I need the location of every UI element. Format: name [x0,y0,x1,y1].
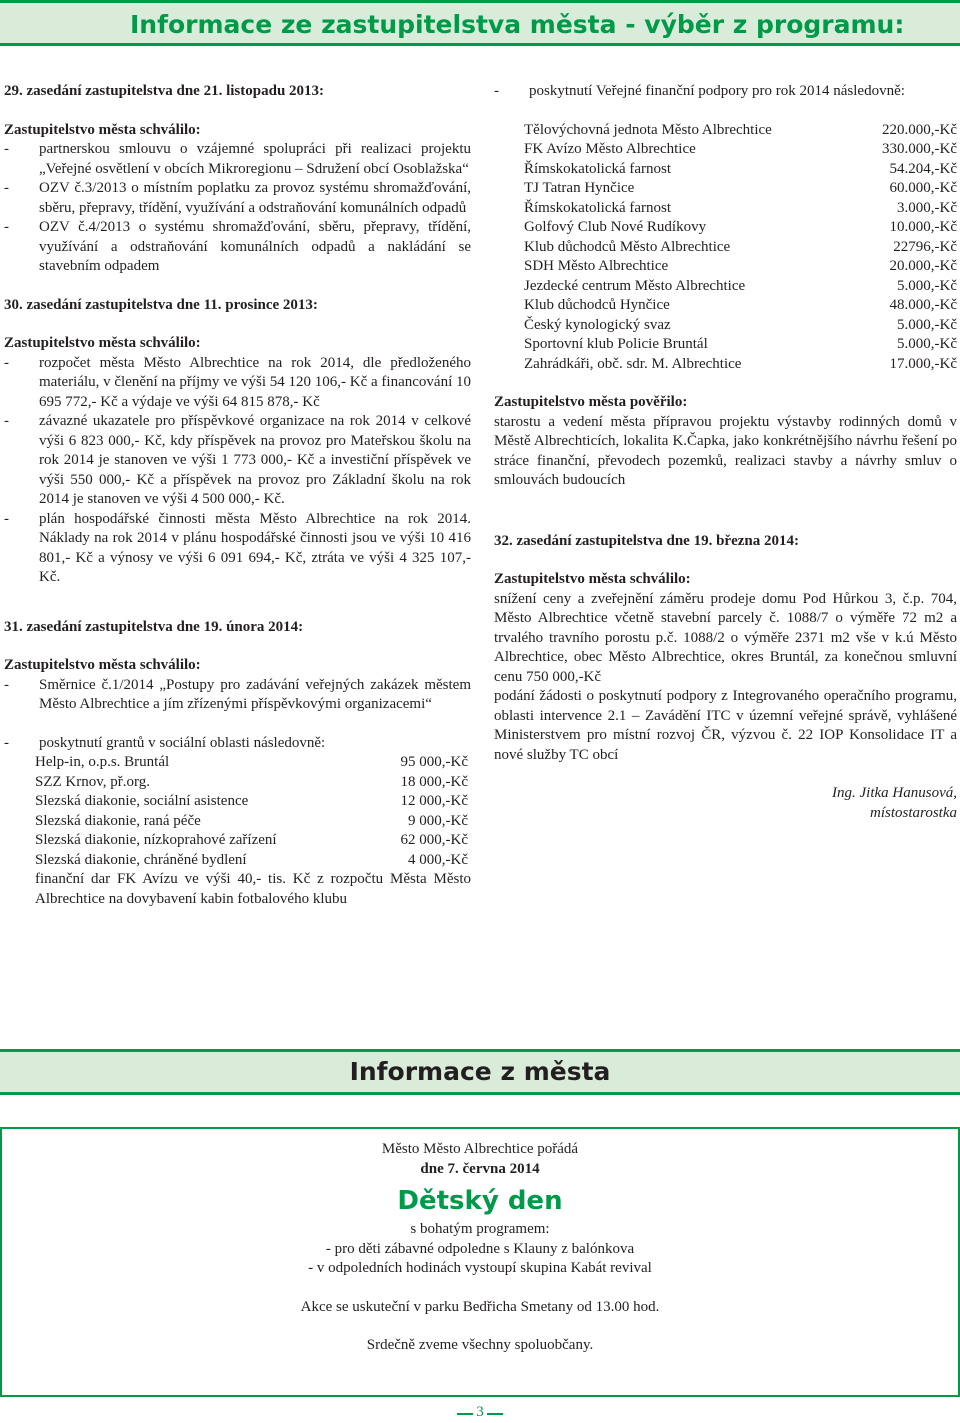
s31-item-2: - poskytnutí grantů v sociální oblasti následovně: [4,734,471,754]
support-row-name: Klub důchodců Hynčice [524,297,670,313]
support-row-amount: 330.000,-Kč [882,141,957,157]
bullet-dash: - [4,354,9,371]
support-row-amount: 5.000,-Kč [897,277,957,294]
support-row [524,277,957,297]
s30-heading: 30. zasedání zastupitelstva dne 11. prosince 2013: [4,296,318,313]
s32-text-2: podání žádosti o poskytnutí podpory z Integrovaného operačního programu, oblasti intervence 2.1 – Zavádění ITC v územní veřejné správě, vyhlášené Ministerstvem pro místní rozvoj ČR, výzvou č. 22 IOP Konsolidace IT a nové služby TC obcí [494,688,957,763]
left-column [4,82,471,909]
support-row [524,218,957,238]
bullet-dash: - [4,413,9,429]
bullet-dash: - [4,141,9,157]
s30-approved: Zastupitelstvo města schválilo: [4,335,201,351]
grant-row-name: Slezská diakonie, nízkoprahové zařízení [35,832,277,848]
bullet-dash: - [4,219,9,235]
support-intro: - poskytnutí Veřejné finanční podpory pro rok 2014 následovně: [494,82,957,102]
right-column [494,82,957,823]
support-row [524,199,957,219]
event-place: Akce se uskuteční v parku Bedřicha Smetany od 13.00 hod. [300,1298,660,1315]
s29-item-3: - OZV č.4/2013 o systému shromažďování, sběru, přepravy, třídění, využívání a odstraňování komunálních odpadů a nakládání se stavebním odpadem [4,219,471,274]
support-row-amount: 54.204,-Kč [889,160,957,177]
support-row [524,160,957,180]
event-program-1: - pro děti zábavné odpoledne s Klauny z balónkova [325,1240,635,1257]
support-row-name: TJ Tatran Hynčice [524,180,635,196]
grant-row [35,753,468,773]
bullet-dash: - [494,83,499,99]
support-row [524,121,957,141]
grant-row-amount: 12 000,-Kč [400,793,468,809]
s30-item-2: - závazné ukazatele pro příspěvkové organizace na rok 2014 v celkové výši 6 823 000,- Kč, kdy příspěvek na provoz pro Mateřskou školu na rok 2014 je stanoven ve výši 1 773 000,- Kč a investiční příspěvek ve výši 550 000,- Kč a příspěvek na provoz pro Základní školu na rok 2014 je stanoven ve výši 4 500 000,- Kč. [4,413,471,507]
support-row-name: Český kynologický svaz [524,316,671,333]
event-box [0,1127,960,1397]
city-info-banner [0,1049,960,1095]
s29-approved: Zastupitelstvo města schválilo: [4,121,201,138]
event-title: Dětský den [397,1186,563,1216]
support-row-name: Klub důchodců Město Albrechtice [524,238,731,255]
grant-row [35,851,468,871]
s30-item-3: - plán hospodářské činnosti města Město Albrechtice na rok 2014. Náklady na rok 2014 v plánu hospodářské činnosti jsou ve výši 10 416 801,- Kč a výnosy ve výši 6 091 694,- Kč, ztráta ve výši 4 325 107,- Kč. [4,510,471,585]
grants-table [35,753,468,870]
support-table [524,121,957,375]
grant-row-name: Help-in, o.p.s. Bruntál [35,754,170,770]
support-row [524,355,957,375]
s32-text-1: snížení ceny a zveřejnění záměru prodeje domu Pod Hůrkou 3, č.p. 704, Město Albrechtice včetně stavební parcely č. 1088/7 o výměře 72 m2 a trvalého travního porostu p.č. 1088/2 o výměře 2371 m2 vše v k.ú Město Albrechtice, obec Město Albrechtice, okres Bruntál, za konečnou smluvní cenu 750 000,-Kč [494,590,957,685]
support-row [524,296,957,316]
support-row-name: SDH Město Albrechtice [524,258,669,274]
grant-row-name: SZZ Krnov, př.org. [35,773,150,790]
support-row [524,238,957,258]
support-row [524,257,957,277]
support-row-name: FK Avízo Město Albrechtice [524,141,696,157]
support-row [524,335,957,355]
support-row-name: Zahrádkáři, obč. sdr. M. Albrechtice [524,355,742,372]
authorized-text: starostu a vedení města přípravou projektu výstavby rodinných domů v Městě Albrechticích, lokalita K.Čapka, jako konkrétnějšího návrhu řešení po stráce finanční, převodech pozemků, realizaci stavby a návrhy smluv o smlouvách budoucích [494,413,957,488]
support-row-amount: 5.000,-Kč [897,316,957,333]
bullet-dash: - [4,734,9,751]
support-row-name: Golfový Club Nové Rudíkovy [524,219,707,235]
support-row-amount: 48.000,-Kč [889,297,957,313]
grant-row [35,831,468,851]
event-program-intro: s bohatým programem: [410,1221,550,1237]
support-row-amount: 17.000,-Kč [889,355,957,372]
support-row-name: Římskokatolická farnost [524,160,672,177]
grant-row [35,812,468,832]
s29-item-1: - partnerskou smlouvu o vzájemné spolupráci při realizaci projektu „Veřejné osvětlení v obcích Mikroregionu – Sdružení obcí Osoblažska“ [4,141,471,177]
authorized-heading: Zastupitelstvo města pověřilo: [494,394,688,410]
bullet-dash: - [4,676,9,693]
support-row [524,179,957,199]
event-invite: Srdečně zveme všechny spoluobčany. [366,1337,594,1353]
grant-row-amount: 95 000,-Kč [400,754,468,770]
grant-row-amount: 9 000,-Kč [408,812,468,829]
support-row-amount: 60.000,-Kč [889,180,957,196]
s32-approved: Zastupitelstvo města schválilo: [494,571,691,587]
support-row-amount: 220.000,-Kč [882,121,957,138]
footer-line-right [487,1413,503,1415]
s31-heading: 31. zasedání zastupitelstva dne 19. února 2014: [4,618,304,635]
support-row-name: Tělovýchovná jednota Město Albrechtice [524,121,772,138]
grant-row-amount: 4 000,-Kč [408,851,468,868]
s31-approved: Zastupitelstvo města schválilo: [4,657,201,673]
support-row-amount: 5.000,-Kč [897,336,957,352]
s32-heading: 32. zasedání zastupitelstva dne 19. března 2014: [494,532,799,549]
top-banner-title: Informace ze zastupitelstva města - výběr z programu: [130,10,905,39]
city-info-title: Informace z města [349,1057,611,1086]
s29-heading: 29. zasedání zastupitelstva dne 21. listopadu 2013: [4,83,325,99]
grant-row-name: Slezská diakonie, sociální asistence [35,793,249,809]
grant-row-amount: 62 000,-Kč [400,832,468,848]
page-number: 3 [476,1404,484,1420]
support-row-name: Římskokatolická farnost [524,199,672,216]
s30-item-1: - rozpočet města Město Albrechtice na rok 2014, dle předloženého materiálu, v členění na příjmy ve výši 54 120 106,- Kč a financování 10 695 772,- Kč a výdaje ve výši 64 815 878,- Kč [4,354,471,410]
support-row-name: Jezdecké centrum Město Albrechtice [524,277,746,294]
grant-row-amount: 18 000,-Kč [400,773,468,790]
support-row [524,316,957,336]
footer-line-left [457,1413,473,1415]
event-program-2: - v odpoledních hodinách vystoupí skupina Kabát revival [308,1260,652,1276]
grant-row [35,792,468,812]
bullet-dash: - [4,510,9,527]
signature-name: Ing. Jitka Hanusová, [832,785,957,801]
signature-role: místostarostka [870,804,957,821]
grant-row-name: Slezská diakonie, chráněné bydlení [35,851,247,868]
support-row-amount: 3.000,-Kč [897,199,957,216]
grant-row-name: Slezská diakonie, raná péče [35,812,201,829]
support-row-amount: 22796,-Kč [893,238,957,255]
event-organizer: Město Město Albrechtice pořádá [381,1141,579,1157]
s31-item-1: - Směrnice č.1/2014 „Postupy pro zadávání veřejných zakázek městem Město Albrechtice a jím zřízenými příspěvkovými organizacemi“ [4,676,471,712]
support-row-amount: 10.000,-Kč [889,219,957,235]
event-date: dne 7. června 2014 [420,1160,540,1177]
fk-note: finanční dar FK Avízu ve výši 40,- tis. Kč z rozpočtu Města Město Albrechtice na dovybavení kabin fotbalového klubu [35,871,471,907]
grant-row [35,773,468,793]
support-row-name: Sportovní klub Policie Bruntál [524,336,708,352]
support-row [524,140,957,160]
s29-item-2: - OZV č.3/2013 o místním poplatku za provoz systému shromažďování, sběru, přepravy, třídění, využívání a odstraňování komunálních odpadů [4,180,471,216]
top-banner [0,0,960,50]
bullet-dash: - [4,180,9,196]
support-row-amount: 20.000,-Kč [889,258,957,274]
